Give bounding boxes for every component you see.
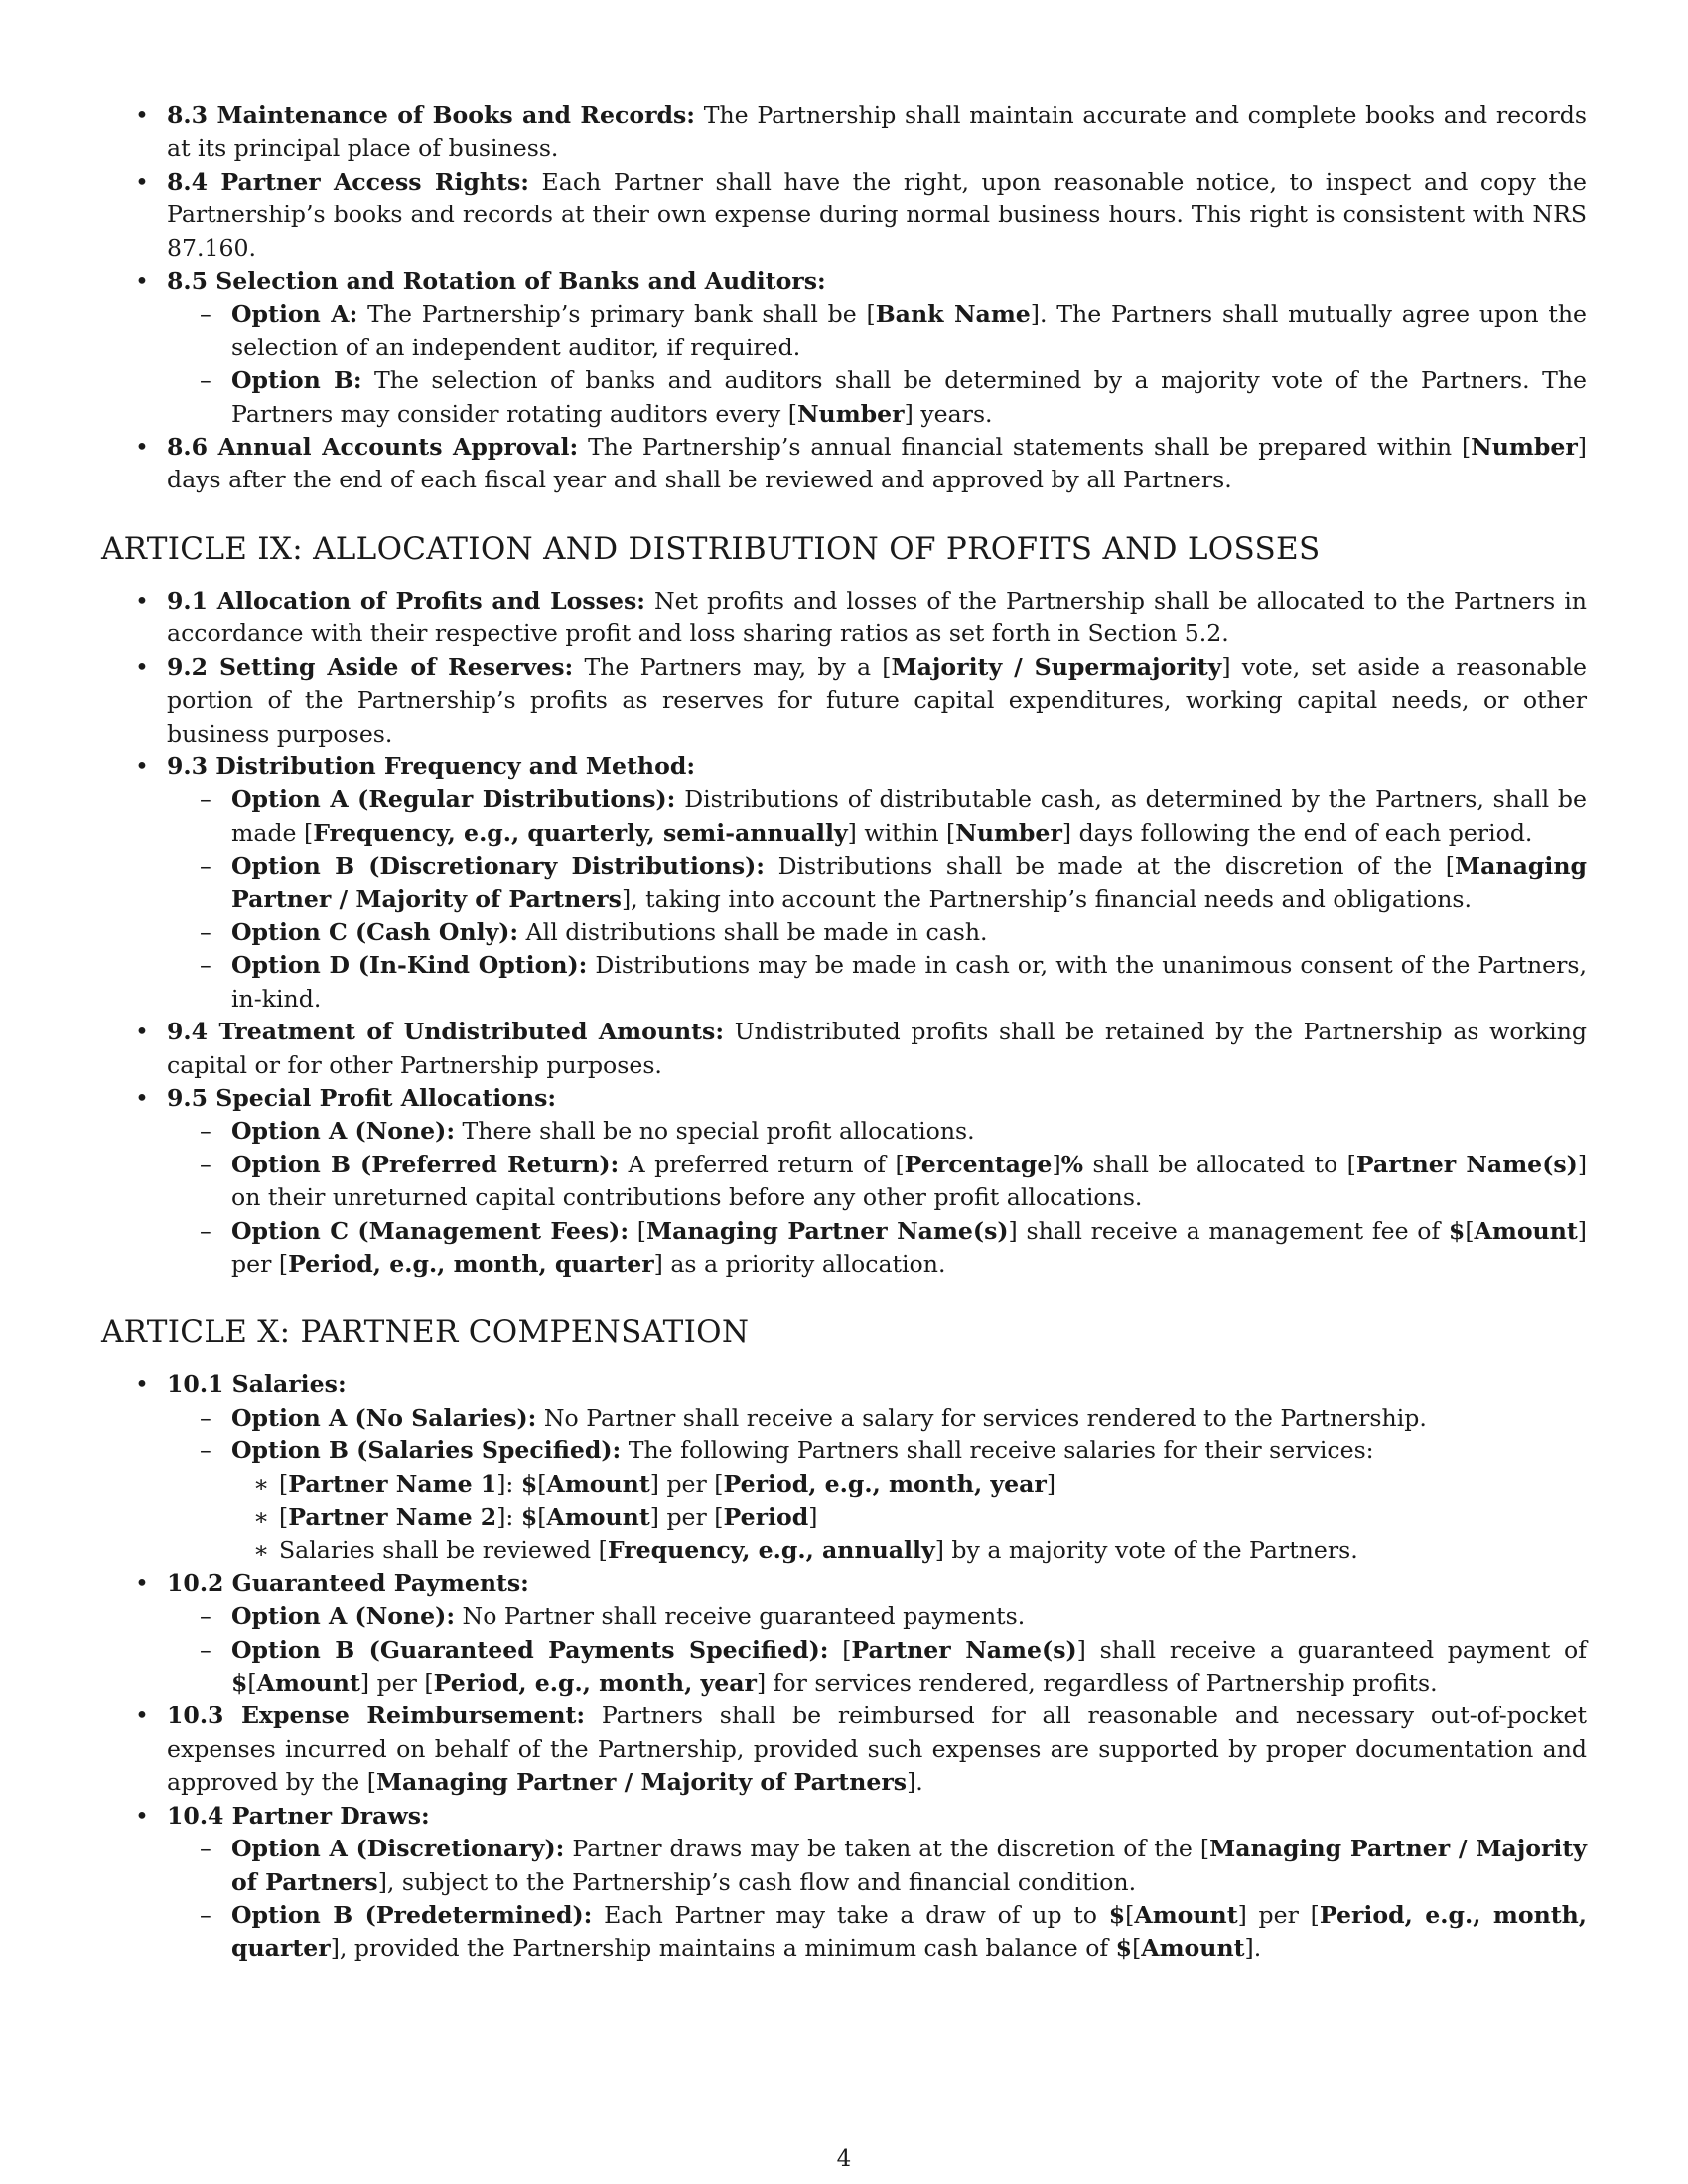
- section-9-4: • 9.4 Treatment of Undistributed Amounts: Undistributed profits shall be retained by the Partnership as working capital or for other Partnership purposes.: [101, 1016, 1587, 1082]
- section-8-5-option-a: – Option A: The Partnership’s primary bank shall be [Bank Name]. The Partners shall mutually agree upon the selection of an independent auditor, if required.: [167, 298, 1587, 364]
- section-10-1-option-a: – Option A (No Salaries): No Partner shall receive a salary for services rendered to the Partnership.: [167, 1402, 1587, 1434]
- section-9-5-option-c: – Option C (Management Fees): [Managing Partner Name(s)] shall receive a management fee of $[Amount] per [Period, e.g., month, quarter] as a priority allocation.: [167, 1215, 1587, 1282]
- section-10-2: • 10.2 Guaranteed Payments: – Option A (None): No Partner shall receive guaranteed payments. – Option B (Guaranteed Payments Specified): [Partner Name(s)] shall receive a guaranteed payment of $[Amount] per [Period, e.g., month, year] for services rendered, regardless of Partnership profits.: [101, 1568, 1587, 1701]
- section-10-4-option-b: – Option B (Predetermined): Each Partner may take a draw of up to $[Amount] per [Period, e.g., month, quarter], provided the Partnership maintains a minimum cash balance of $[Amount].: [167, 1899, 1587, 1966]
- article-8-list: [101, 99, 1587, 497]
- salary-partner-1: ∗ [Partner Name 1]: $[Amount] per [Period, e.g., month, year]: [231, 1468, 1587, 1501]
- section-9-3-option-d: – Option D (In-Kind Option): Distributions may be made in cash or, with the unanimous consent of the Partners, in-kind.: [167, 949, 1587, 1016]
- section-9-3-option-c: – Option C (Cash Only): All distributions shall be made in cash.: [167, 916, 1587, 949]
- section-9-1: • 9.1 Allocation of Profits and Losses: Net profits and losses of the Partnership shall be allocated to the Partners in accordance with their respective profit and loss sharing ratios as set forth in Section 5.2.: [101, 585, 1587, 651]
- section-9-3-option-b: – Option B (Discretionary Distributions): Distributions shall be made at the discretion of the [Managing Partner / Majority of Partners], taking into account the Partnership’s financial needs and obligations.: [167, 850, 1587, 916]
- section-10-1-option-b: – Option B (Salaries Specified): The following Partners shall receive salaries for their services: ∗ [Partner Name 1]: $[Amount] per [Period, e.g., month, year] ∗ [Partner Name 2]: $[Amount] per [Period] ∗ Salaries shall be reviewed [Frequency, e.g., annually] by a majority vote of the Partners.: [167, 1434, 1587, 1568]
- section-9-5-option-b: – Option B (Preferred Return): A preferred return of [Percentage]% shall be allocated to [Partner Name(s)] on their unreturned capital contributions before any other profit allocations.: [167, 1149, 1587, 1215]
- section-8-6: • 8.6 Annual Accounts Approval: The Partnership’s annual financial statements shall be prepared within [Number] days after the end of each fiscal year and shall be reviewed and approved by all Partners.: [101, 431, 1587, 497]
- article-9-list: [101, 585, 1587, 1282]
- section-8-4: • 8.4 Partner Access Rights: Each Partner shall have the right, upon reasonable notice, to inspect and copy the Partnership’s books and records at their own expense during normal business hours. This right is consistent with NRS 87.160.: [101, 166, 1587, 265]
- section-10-2-option-b: – Option B (Guaranteed Payments Specified): [Partner Name(s)] shall receive a guaranteed payment of $[Amount] per [Period, e.g., month, year] for services rendered, regardless of Partnership profits.: [167, 1634, 1587, 1701]
- salary-review: ∗ Salaries shall be reviewed [Frequency, e.g., annually] by a majority vote of the Partners.: [231, 1534, 1587, 1567]
- section-10-2-option-a: – Option A (None): No Partner shall receive guaranteed payments.: [167, 1600, 1587, 1633]
- section-9-2: • 9.2 Setting Aside of Reserves: The Partners may, by a [Majority / Supermajority] vote, set aside a reasonable portion of the Partnership’s profits as reserves for future capital expenditures, working capital needs, or other business purposes.: [101, 651, 1587, 751]
- section-9-5-option-a: – Option A (None): There shall be no special profit allocations.: [167, 1115, 1587, 1148]
- document-page: [101, 99, 1587, 1966]
- article-10-list: [101, 1368, 1587, 1965]
- section-10-4: • 10.4 Partner Draws: – Option A (Discretionary): Partner draws may be taken at the discretion of the [Managing Partner / Majority of Partners], subject to the Partnership’s cash flow and financial condition. – Option B (Predetermined): Each Partner may take a draw of up to $[Amount] per [Period, e.g., month, quarter], provided the Partnership maintains a minimum cash balance of $[Amount].: [101, 1800, 1587, 1966]
- section-10-1: • 10.1 Salaries: – Option A (No Salaries): No Partner shall receive a salary for services rendered to the Partnership. – Option B (Salaries Specified): The following Partners shall receive salaries for their services: ∗ [Partner Name 1]: $[Amount] per [Period, e.g., month, year] ∗ [Partner Name 2]: $[Amount] per [Period] ∗ Salaries shall be reviewed [Frequency, e.g., annually] by a majority vote of the Partners.: [101, 1368, 1587, 1567]
- section-9-3: • 9.3 Distribution Frequency and Method: – Option A (Regular Distributions): Distributions of distributable cash, as determined by the Partners, shall be made [Frequency, e.g., quarterly, semi-annually] within [Number] days following the end of each period. – Option B (Discretionary Distributions): Distributions shall be made at the discretion of the [Managing Partner / Majority of Partners], taking into account the Partnership’s financial needs and obligations. – Option C (Cash Only): All distributions shall be made in cash. – Option D (In-Kind Option): Distributions may be made in cash or, with the unanimous consent of the Partners, in-kind.: [101, 751, 1587, 1016]
- section-9-3-option-a: – Option A (Regular Distributions): Distributions of distributable cash, as determined by the Partners, shall be made [Frequency, e.g., quarterly, semi-annually] within [Number] days following the end of each period.: [167, 783, 1587, 850]
- section-10-4-option-a: – Option A (Discretionary): Partner draws may be taken at the discretion of the [Managing Partner / Majority of Partners], subject to the Partnership’s cash flow and financial condition.: [167, 1833, 1587, 1899]
- salary-partner-2: ∗ [Partner Name 2]: $[Amount] per [Period]: [231, 1501, 1587, 1534]
- section-8-5: • 8.5 Selection and Rotation of Banks and Auditors: – Option A: The Partnership’s primary bank shall be [Bank Name]. The Partners shall mutually agree upon the selection of an independent auditor, if required. – Option B: The selection of banks and auditors shall be determined by a majority vote of the Partners. The Partners may consider rotating auditors every [Number] years.: [101, 265, 1587, 431]
- section-8-5-option-b: – Option B: The selection of banks and auditors shall be determined by a majority vote of the Partners. The Partners may consider rotating auditors every [Number] years.: [167, 364, 1587, 431]
- page-number: 4: [836, 2146, 852, 2172]
- section-8-3: • 8.3 Maintenance of Books and Records: The Partnership shall maintain accurate and complete books and records at its principal place of business.: [101, 99, 1587, 166]
- section-9-5: • 9.5 Special Profit Allocations: – Option A (None): There shall be no special profit allocations. – Option B (Preferred Return): A preferred return of [Percentage]% shall be allocated to [Partner Name(s)] on their unreturned capital contributions before any other profit allocations. – Option C (Management Fees): [Managing Partner Name(s)] shall receive a management fee of $[Amount] per [Period, e.g., month, quarter] as a priority allocation.: [101, 1082, 1587, 1281]
- article-9-heading: ARTICLE IX: ALLOCATION AND DISTRIBUTION OF PROFITS AND LOSSES: [101, 530, 1321, 567]
- section-10-3: • 10.3 Expense Reimbursement: Partners shall be reimbursed for all reasonable and necessary out-of-pocket expenses incurred on behalf of the Partnership, provided such expenses are supported by proper documentation and approved by the [Managing Partner / Majority of Partners].: [101, 1700, 1587, 1799]
- article-10-heading: ARTICLE X: PARTNER COMPENSATION: [101, 1314, 750, 1351]
